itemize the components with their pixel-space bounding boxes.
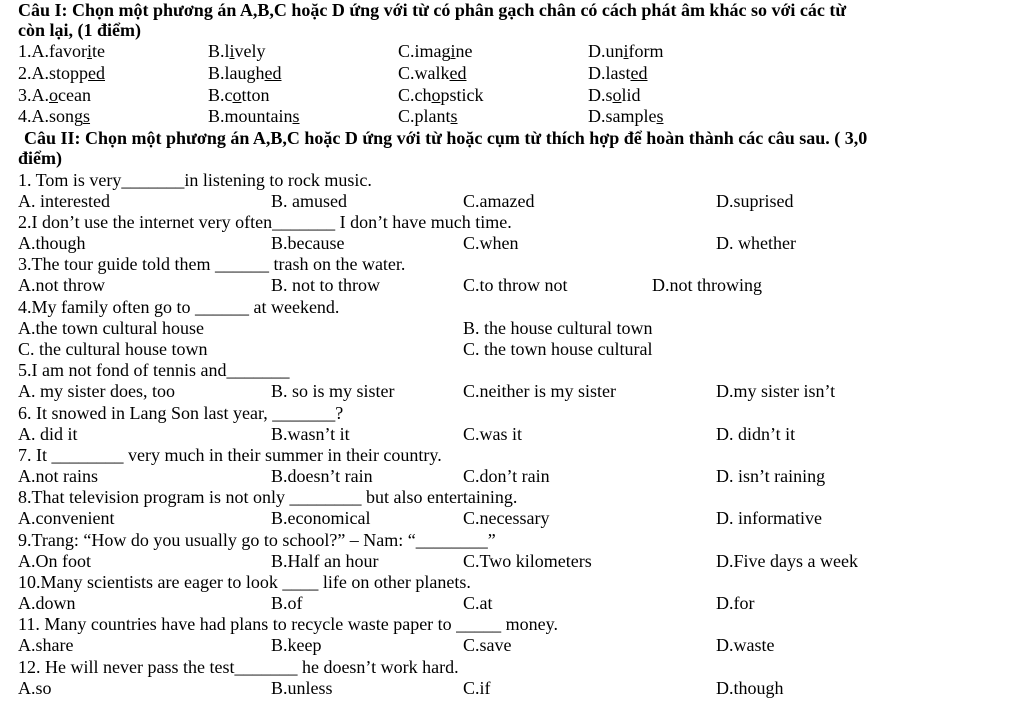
option-prefix: B.l <box>208 41 230 61</box>
pronunciation-option <box>588 106 664 126</box>
answer-option: C.if <box>463 678 491 698</box>
underlined-letters: ed <box>630 63 648 83</box>
answer-option: C. the cultural house town <box>18 339 208 359</box>
section1-title-line1: Câu I: Chọn một phương án A,B,C hoặc D ứng với từ có phân gạch chân có cách phát âm khác so với các từ <box>18 0 847 20</box>
pronunciation-option <box>208 85 270 105</box>
option-suffix: ne <box>455 41 473 61</box>
answer-option: D.Five days a week <box>716 551 858 571</box>
answer-option: C.save <box>463 635 512 655</box>
answer-option: D.for <box>716 593 755 613</box>
question-text: 10.Many scientists are eager to look ____ life on other planets. <box>18 572 471 592</box>
option-suffix: lid <box>621 85 641 105</box>
underlined-letters: ed <box>264 63 282 83</box>
question-text: 8.That television program is not only ________ but also entertaining. <box>18 487 518 507</box>
option-suffix: vely <box>234 41 266 61</box>
section1-title-line2: còn lại, (1 điểm) <box>18 20 141 40</box>
answer-option: C.at <box>463 593 493 613</box>
answer-option: A.down <box>18 593 76 613</box>
option-suffix: tton <box>241 85 270 105</box>
answer-option: A.so <box>18 678 52 698</box>
pronunciation-option <box>398 63 467 83</box>
answer-option: B.wasn’t it <box>271 424 350 444</box>
answer-option: B. so is my sister <box>271 381 395 401</box>
underlined-letters: o <box>232 85 242 105</box>
answer-option: D. isn’t raining <box>716 466 826 486</box>
question-text: 6. It snowed in Lang Son last year, _______? <box>18 403 344 423</box>
question-text: 4.My family often go to ______ at weekend. <box>18 297 340 317</box>
pronunciation-option <box>398 85 484 105</box>
pronunciation-option <box>208 106 300 126</box>
underlined-letters: i <box>623 41 629 61</box>
pronunciation-option <box>18 85 91 105</box>
answer-option: B.doesn’t rain <box>271 466 373 486</box>
option-prefix: D.un <box>588 41 624 61</box>
answer-option: C.to throw not <box>463 275 568 295</box>
question-text: 3.The tour guide told them ______ trash on the water. <box>18 254 406 274</box>
underlined-letters: o <box>49 85 58 105</box>
answer-option: B. not to throw <box>271 275 381 295</box>
answer-option: A.On foot <box>18 551 91 571</box>
pronunciation-option <box>588 41 664 61</box>
pronunciation-option <box>208 63 282 83</box>
pronunciation-option <box>588 63 648 83</box>
answer-option: B.Half an hour <box>271 551 379 571</box>
answer-option: D.my sister isn’t <box>716 381 836 401</box>
answer-option: B.because <box>271 233 345 253</box>
section2-title-line2: điểm) <box>18 148 62 168</box>
option-suffix: cean <box>58 85 91 105</box>
question-text: 9.Trang: “How do you usually go to school?” – Nam: “________” <box>18 530 496 550</box>
answer-option: D.waste <box>716 635 775 655</box>
underlined-letters: s <box>83 106 91 126</box>
answer-option: B. the house cultural town <box>463 318 653 338</box>
option-prefix: D.last <box>588 63 631 83</box>
question-text: 5.I am not fond of tennis and_______ <box>18 360 290 380</box>
option-prefix: C.plant <box>398 106 451 126</box>
pronunciation-option <box>398 41 473 61</box>
answer-option: A.convenient <box>18 508 115 528</box>
answer-option: A.though <box>18 233 86 253</box>
underlined-letters: i <box>86 41 92 61</box>
option-prefix: C.imag <box>398 41 451 61</box>
option-prefix: 4.A.song <box>18 106 84 126</box>
pronunciation-option <box>18 106 90 126</box>
option-prefix: 1.A.favor <box>18 41 87 61</box>
underlined-letters: s <box>292 106 300 126</box>
answer-option: A.not rains <box>18 466 98 486</box>
answer-option: D. didn’t it <box>716 424 796 444</box>
question-text: 12. He will never pass the test_______ he doesn’t work hard. <box>18 657 459 677</box>
answer-option: B. amused <box>271 191 347 211</box>
answer-option: C.necessary <box>463 508 550 528</box>
answer-option: A. interested <box>18 191 110 211</box>
pronunciation-option <box>588 85 641 105</box>
answer-option: A. my sister does, too <box>18 381 175 401</box>
answer-option: C. the town house cultural <box>463 339 653 359</box>
answer-option: D.suprised <box>716 191 794 211</box>
answer-option: C.was it <box>463 424 523 444</box>
answer-option: C.Two kilometers <box>463 551 592 571</box>
answer-option: D.though <box>716 678 784 698</box>
answer-option: C.when <box>463 233 519 253</box>
answer-option: D. informative <box>716 508 822 528</box>
option-prefix: B.c <box>208 85 233 105</box>
underlined-letters: o <box>431 85 441 105</box>
option-suffix: te <box>92 41 105 61</box>
underlined-letters: i <box>229 41 235 61</box>
option-prefix: D.sample <box>588 106 657 126</box>
option-prefix: B.laugh <box>208 63 265 83</box>
question-text: 1. Tom is very_______in listening to rock music. <box>18 170 372 190</box>
question-text: 11. Many countries have had plans to recycle waste paper to _____ money. <box>18 614 558 634</box>
underlined-letters: i <box>450 41 456 61</box>
underlined-letters: s <box>656 106 664 126</box>
option-prefix: B.mountain <box>208 106 293 126</box>
option-prefix: C.walk <box>398 63 450 83</box>
answer-option: D.not throwing <box>652 275 762 295</box>
section2-title-line1: Câu II: Chọn một phương án A,B,C hoặc D ứng với từ hoặc cụm từ thích hợp để hoàn thành các câu sau. ( 3,0 <box>24 128 868 148</box>
option-prefix: 2.A.stopp <box>18 63 89 83</box>
pronunciation-option <box>208 41 266 61</box>
option-suffix: form <box>628 41 664 61</box>
option-prefix: 3.A. <box>18 85 49 105</box>
answer-option: B.economical <box>271 508 371 528</box>
underlined-letters: ed <box>449 63 467 83</box>
answer-option: B.unless <box>271 678 333 698</box>
answer-option: A. did it <box>18 424 78 444</box>
pronunciation-option <box>18 63 105 83</box>
answer-option: C.neither is my sister <box>463 381 616 401</box>
answer-option: D. whether <box>716 233 796 253</box>
answer-option: B.of <box>271 593 303 613</box>
answer-option: A.share <box>18 635 74 655</box>
option-prefix: D.s <box>588 85 613 105</box>
underlined-letters: s <box>450 106 458 126</box>
answer-option: A.the town cultural house <box>18 318 204 338</box>
answer-option: C.don’t rain <box>463 466 550 486</box>
pronunciation-option <box>18 41 105 61</box>
answer-option: A.not throw <box>18 275 105 295</box>
option-prefix: C.ch <box>398 85 432 105</box>
option-suffix: pstick <box>440 85 484 105</box>
question-text: 2.I don’t use the internet very often_______ I don’t have much time. <box>18 212 512 232</box>
answer-option: C.amazed <box>463 191 535 211</box>
question-text: 7. It ________ very much in their summer in their country. <box>18 445 442 465</box>
answer-option: B.keep <box>271 635 322 655</box>
underlined-letters: ed <box>88 63 106 83</box>
pronunciation-option <box>398 106 458 126</box>
underlined-letters: o <box>612 85 622 105</box>
